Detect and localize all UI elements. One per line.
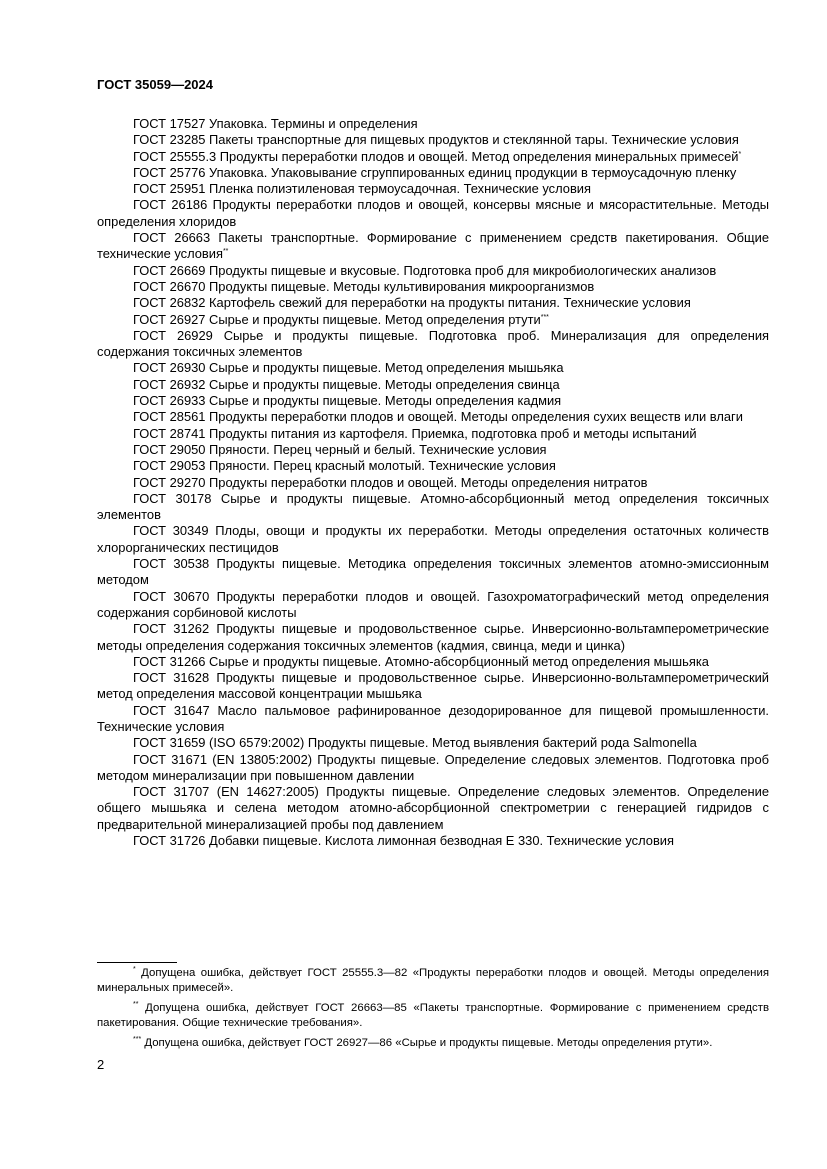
reference-item bbox=[97, 230, 769, 263]
reference-text: ГОСТ 31266 Сырье и продукты пищевые. Атомно-абсорбционный метод определения мышьяка bbox=[133, 653, 709, 669]
reference-text: ГОСТ 28561 Продукты переработки плодов и овощей. Методы определения сухих веществ или влаги bbox=[133, 409, 743, 425]
reference-text: ГОСТ 30178 Сырье и продукты пищевые. Атомно-абсорбционный метод определения токсичных элементов bbox=[97, 490, 769, 523]
reference-text: ГОСТ 26929 Сырье и продукты пищевые. Подготовка проб. Минерализация для определения содержания токсичных элементов bbox=[97, 327, 769, 360]
footnote-marker: *** bbox=[133, 1036, 142, 1044]
reference-text: ГОСТ 31628 Продукты пищевые и продовольственное сырье. Инверсионно-вольтамперометрический метод определения массовой концентрации мышьяка bbox=[97, 670, 769, 702]
reference-text: ГОСТ 26832 Картофель свежий для переработки на продукты питания. Технические условия bbox=[133, 295, 691, 311]
reference-item bbox=[97, 442, 769, 458]
reference-text: ГОСТ 25776 Упаковка. Упаковывание сгруппированных единиц продукции в термоусадочную пленку bbox=[133, 164, 737, 180]
reference-item bbox=[97, 475, 769, 491]
reference-text: ГОСТ 29053 Пряности. Перец красный молотый. Технические условия bbox=[133, 458, 556, 474]
footnote-item bbox=[97, 1036, 769, 1051]
reference-item bbox=[97, 523, 769, 556]
reference-text: ГОСТ 29270 Продукты переработки плодов и овощей. Методы определения нитратов bbox=[133, 474, 648, 490]
reference-item bbox=[97, 295, 769, 311]
reference-text: ГОСТ 26927 Сырье и продукты пищевые. Метод определения ртути bbox=[133, 311, 541, 327]
reference-text: ГОСТ 23285 Пакеты транспортные для пищевых продуктов и стеклянной тары. Технические условия bbox=[133, 132, 739, 148]
reference-text: ГОСТ 31707 (EN 14627:2005) Продукты пищевые. Определение следовых элементов. Определение общего мышьяка и селена методом атомно-абсорбционной спектрометрии с генерацией гидридов с предварительной минерализацией пробы под давлением bbox=[97, 784, 769, 832]
reference-text: ГОСТ 25951 Пленка полиэтиленовая термоусадочная. Технические условия bbox=[133, 181, 591, 197]
reference-item bbox=[97, 752, 769, 785]
reference-item bbox=[97, 360, 769, 376]
reference-text: ГОСТ 31659 (ISO 6579:2002) Продукты пищевые. Метод выявления бактерий рода Salmonella bbox=[133, 735, 697, 751]
reference-item bbox=[97, 393, 769, 409]
reference-text: ГОСТ 30670 Продукты переработки плодов и овощей. Газохроматографический метод определения содержания сорбиновой кислоты bbox=[97, 588, 769, 620]
reference-item bbox=[97, 279, 769, 295]
reference-text: ГОСТ 29050 Пряности. Перец черный и белый. Технические условия bbox=[133, 441, 547, 457]
reference-item bbox=[97, 458, 769, 474]
reference-item bbox=[97, 703, 769, 736]
reference-item bbox=[97, 784, 769, 833]
footnote-marker: * bbox=[738, 150, 742, 158]
reference-item bbox=[97, 735, 769, 751]
reference-item bbox=[97, 409, 769, 425]
reference-item bbox=[97, 165, 769, 181]
reference-text: ГОСТ 28741 Продукты питания из картофеля. Приемка, подготовка проб и методы испытаний bbox=[133, 425, 697, 441]
reference-item bbox=[97, 426, 769, 442]
reference-text: ГОСТ 31262 Продукты пищевые и продовольственное сырье. Инверсионно-вольтамперометрические методы определения содержания токсичных элементов (кадмия, свинца, меди и цинка) bbox=[97, 621, 769, 653]
reference-item bbox=[97, 670, 769, 703]
reference-text: ГОСТ 31671 (EN 13805:2002) Продукты пищевые. Определение следовых элементов. Подготовка проб методом минерализации при повышенном давлении bbox=[97, 751, 769, 783]
reference-item bbox=[97, 621, 769, 654]
reference-item bbox=[97, 556, 769, 589]
footnote-item bbox=[97, 1001, 769, 1030]
footnote-marker: *** bbox=[540, 313, 549, 321]
reference-text: ГОСТ 26933 Сырье и продукты пищевые. Методы определения кадмия bbox=[133, 393, 562, 409]
footnote-separator bbox=[97, 962, 177, 963]
footnote-marker: ** bbox=[222, 248, 229, 256]
reference-item bbox=[97, 491, 769, 524]
footnote-marker: * bbox=[133, 966, 136, 973]
reference-text: ГОСТ 30349 Плоды, овощи и продукты их переработки. Методы определения остаточных количеств хлорорганических пестицидов bbox=[97, 523, 769, 555]
reference-item bbox=[97, 833, 769, 849]
reference-item bbox=[97, 328, 769, 361]
normative-references-list bbox=[97, 116, 769, 849]
footnote-text: Допущена ошибка, действует ГОСТ 26663—85 «Пакеты транспортные. Формирование с применением средств пакетирования. Общие технические требования». bbox=[97, 1002, 769, 1029]
reference-item bbox=[97, 197, 769, 230]
footnote-item bbox=[97, 966, 769, 995]
reference-text: ГОСТ 17527 Упаковка. Термины и определения bbox=[133, 116, 418, 131]
reference-text: ГОСТ 30538 Продукты пищевые. Методика определения токсичных элементов атомно-эмиссионным методом bbox=[97, 556, 769, 588]
reference-item bbox=[97, 654, 769, 670]
reference-text: ГОСТ 26186 Продукты переработки плодов и овощей, консервы мясные и мясорастительные. Методы определения хлоридов bbox=[97, 197, 769, 229]
footnotes-list bbox=[97, 966, 769, 1057]
reference-text: ГОСТ 26932 Сырье и продукты пищевые. Методы определения свинца bbox=[133, 376, 560, 392]
reference-item bbox=[97, 312, 769, 328]
reference-item bbox=[97, 181, 769, 197]
reference-text: ГОСТ 26663 Пакеты транспортные. Формирование с применением средств пакетирования. Общие технические условия bbox=[97, 230, 769, 262]
footnote-marker: ** bbox=[133, 1001, 139, 1009]
footnote-text: Допущена ошибка, действует ГОСТ 25555.3—82 «Продукты переработки плодов и овощей. Методы определения минеральных примесей». bbox=[97, 967, 769, 994]
reference-text: ГОСТ 25555.3 Продукты переработки плодов и овощей. Метод определения минеральных примесей bbox=[133, 148, 739, 164]
page-number: 2 bbox=[97, 1057, 105, 1072]
reference-item bbox=[97, 132, 769, 148]
reference-item bbox=[97, 263, 769, 279]
document-header: ГОСТ 35059—2024 bbox=[97, 77, 213, 92]
reference-item bbox=[97, 377, 769, 393]
reference-item bbox=[97, 116, 769, 132]
reference-text: ГОСТ 26930 Сырье и продукты пищевые. Метод определения мышьяка bbox=[133, 360, 564, 376]
reference-item bbox=[97, 589, 769, 622]
footnote-text: Допущена ошибка, действует ГОСТ 26927—86 «Сырье и продукты пищевые. Методы определения ртути». bbox=[144, 1037, 713, 1050]
reference-text: ГОСТ 26669 Продукты пищевые и вкусовые. Подготовка проб для микробиологических анализов bbox=[133, 262, 717, 278]
reference-text: ГОСТ 26670 Продукты пищевые. Методы культивирования микроорганизмов bbox=[133, 278, 595, 294]
reference-text: ГОСТ 31726 Добавки пищевые. Кислота лимонная безводная Е 330. Технические условия bbox=[133, 833, 674, 849]
reference-item bbox=[97, 149, 769, 165]
reference-text: ГОСТ 31647 Масло пальмовое рафинированное дезодорированное для пищевой промышленности. Технические условия bbox=[97, 702, 769, 734]
